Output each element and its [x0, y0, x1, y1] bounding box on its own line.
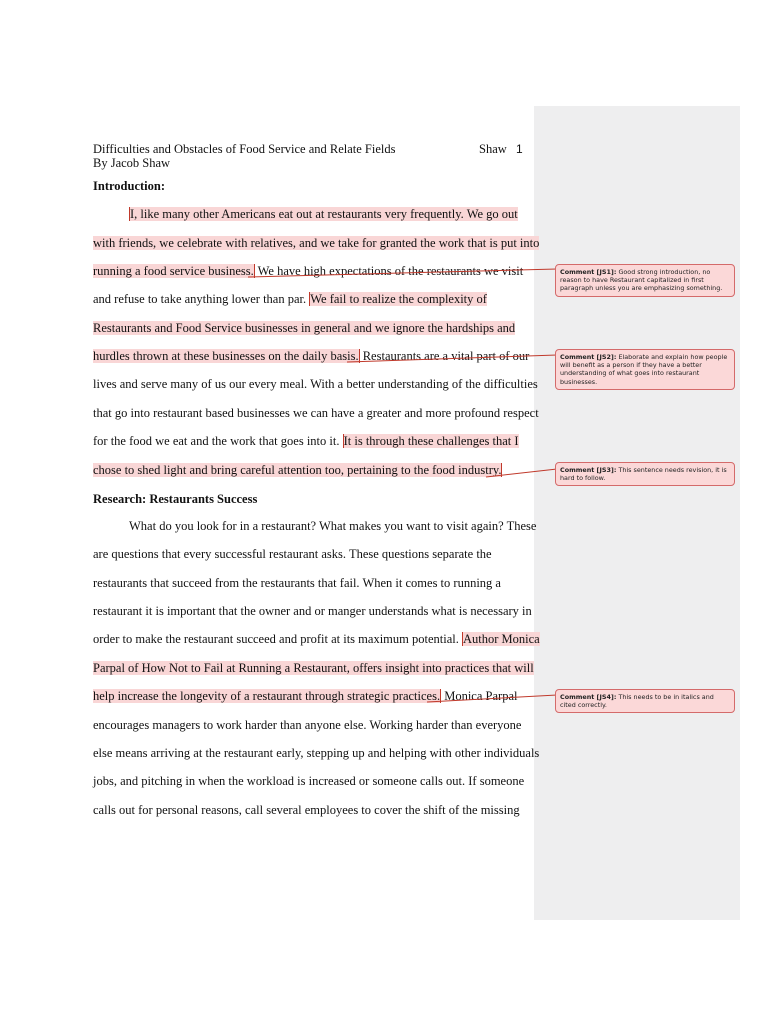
- body-line: [93, 236, 539, 251]
- comment-js4[interactable]: [555, 689, 735, 713]
- comment-text: Good strong introduction, no reason to have Restaurant capitalized in first paragraph unless you are emphasizing something.: [560, 268, 723, 293]
- running-head: Shaw: [479, 142, 507, 156]
- body-line: else means arriving at the restaurant early, stepping up and helping with other individuals: [93, 746, 540, 760]
- comment-anchor-js4-start[interactable]: Author Monica: [462, 632, 540, 646]
- author-line: By Jacob Shaw: [93, 156, 171, 170]
- document-title: Difficulties and Obstacles of Food Service and Relate Fields: [93, 142, 396, 156]
- comment-text: This needs to be in italics and cited correctly.: [560, 693, 714, 710]
- body-line: lives and serve many of us our every meal. With a better understanding of the difficulties: [93, 377, 538, 391]
- comment-js2[interactable]: [555, 349, 735, 390]
- body-line: [93, 632, 540, 647]
- comment-anchor-js2-start[interactable]: We fail to realize the complexity of: [310, 292, 487, 306]
- body-line: [93, 321, 515, 336]
- comment-anchor-js3-start[interactable]: It is through these challenges that I: [343, 434, 519, 448]
- research-heading: Research: Restaurants Success: [93, 492, 258, 506]
- body-text: and refuse to take anything lower than par.: [93, 292, 310, 306]
- body-line: are questions that every successful restaurant asks. These questions separate the: [93, 547, 492, 561]
- body-line: [93, 292, 487, 307]
- comment-anchor-js3-end[interactable]: chose to shed light and bring careful attention too, pertaining to the food industry.: [93, 463, 502, 477]
- highlighted-text: Restaurants and Food Service businesses in general and we ignore the hardships and: [93, 321, 516, 335]
- comment-margin-pane: [534, 106, 740, 920]
- highlighted-text: Parpal of How Not to Fail at Running a Restaurant, offers insight into practices that will: [93, 661, 534, 675]
- body-line: that go into restaurant based businesses we can have a greater and more profound respect: [93, 406, 539, 420]
- body-line: [93, 689, 517, 704]
- body-text: for the food we eat and the work that goes into it.: [93, 434, 343, 448]
- body-line: restaurant it is important that the owner and or manger understands what is necessary in: [93, 604, 532, 618]
- highlighted-text: , like many other Americans eat out at restaurants very frequently. We go out: [134, 207, 518, 221]
- comment-anchor-js2-end[interactable]: hurdles thrown at these businesses on the daily basis.: [93, 349, 359, 363]
- highlighted-text: with friends, we celebrate with relatives, and we take for granted the work that is put into: [93, 236, 540, 250]
- body-text: order to make the restaurant succeed and profit at its maximum potential.: [93, 632, 462, 646]
- body-text: Monica Parpal: [441, 689, 518, 703]
- body-line: What do you look for in a restaurant? What makes you want to visit again? These: [129, 519, 537, 533]
- body-text: We have high expectations of the restaurants we visit: [254, 264, 524, 278]
- comment-text: This sentence needs revision, it is hard to follow.: [560, 466, 727, 483]
- body-line: restaurants that succeed from the restaurants that fail. When it comes to running a: [93, 576, 501, 590]
- body-line: jobs, and pitching in when the workload is increased or someone calls out. If someone: [93, 774, 525, 788]
- comment-anchor-js4-end[interactable]: help increase the longevity of a restaurant through strategic practices.: [93, 689, 441, 703]
- comment-text: Elaborate and explain how people will benefit as a person if they have a better understanding of what goes into restaurant businesses.: [560, 353, 728, 386]
- comment-label: Comment [JS2]:: [560, 353, 617, 361]
- comment-label: Comment [JS3]:: [560, 466, 617, 474]
- body-line: [93, 661, 534, 676]
- page-number: 1: [516, 142, 523, 156]
- comment-label: Comment [JS4]:: [560, 693, 617, 701]
- comment-js1[interactable]: [555, 264, 735, 297]
- comment-label: Comment [JS1]:: [560, 268, 617, 276]
- intro-heading: Introduction:: [93, 179, 166, 193]
- body-text: Restaurants are a vital part of our: [359, 349, 530, 363]
- body-line: [93, 264, 523, 279]
- body-line: [93, 434, 519, 449]
- body-line: [93, 463, 502, 478]
- body-line: calls out for personal reasons, call several employees to cover the shift of the missing: [93, 803, 520, 817]
- comment-anchor-js1-start[interactable]: I: [130, 207, 135, 221]
- comment-js3[interactable]: [555, 462, 735, 486]
- body-line: [129, 207, 518, 222]
- comment-anchor-js1-end[interactable]: running a food service business.: [93, 264, 254, 278]
- body-line: [93, 349, 529, 364]
- body-line: encourages managers to work harder than anyone else. Working harder than everyone: [93, 718, 522, 732]
